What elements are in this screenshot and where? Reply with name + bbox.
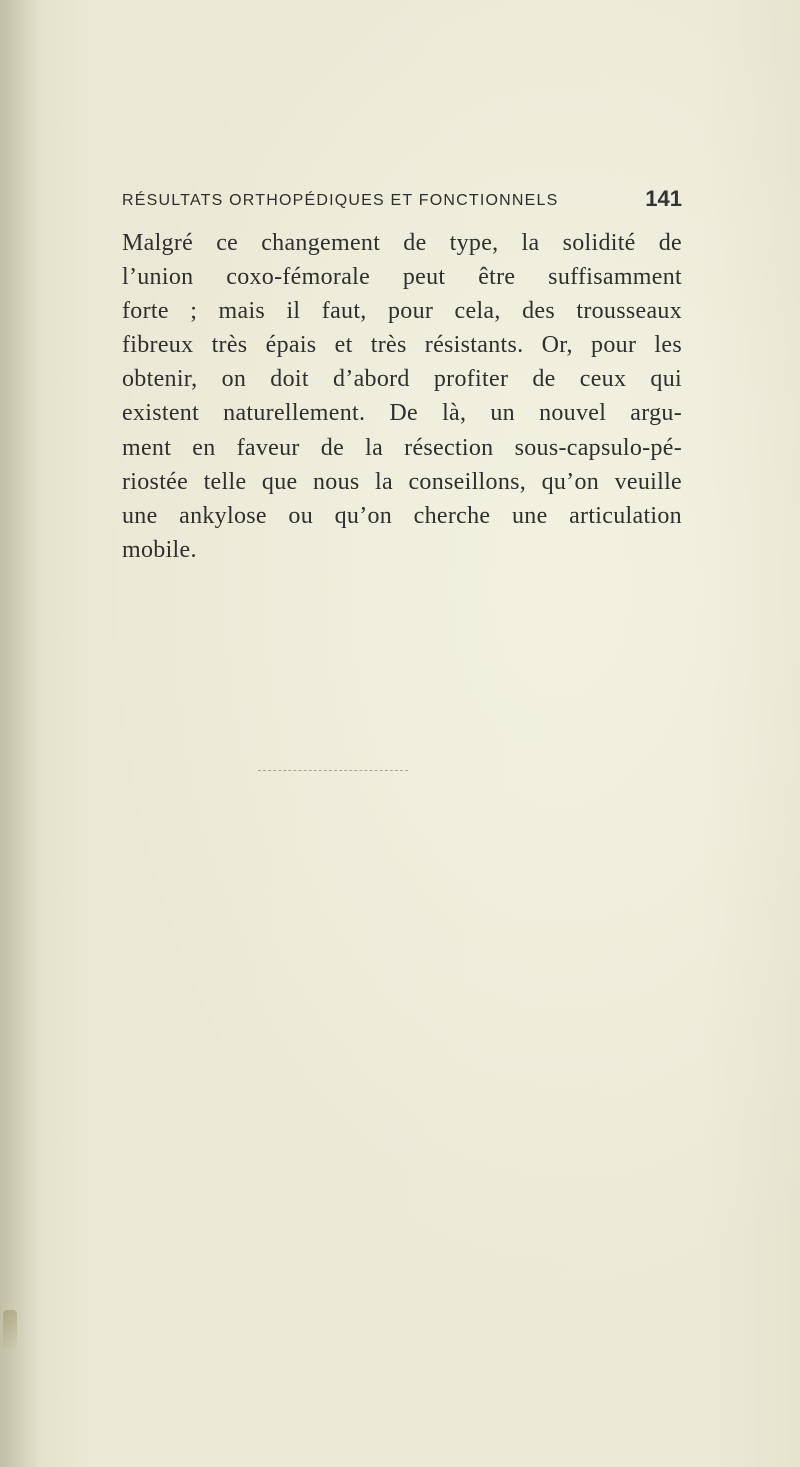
text-line: Malgré ce changement de type, la solidité de bbox=[122, 230, 682, 256]
text-line: fibreux très épais et très résistants. Or, pour les bbox=[122, 332, 682, 359]
paragraph bbox=[122, 226, 682, 567]
text-line: une ankylose ou qu’on cherche une articulation bbox=[122, 502, 682, 529]
text-line: ment en faveur de la résection sous-capsulo-pé- bbox=[122, 434, 682, 461]
text-line: mobile. bbox=[122, 536, 197, 563]
header-title: RÉSULTATS ORTHOPÉDIQUES ET FONCTIONNELS bbox=[122, 192, 559, 209]
paper-stain bbox=[3, 1310, 17, 1350]
running-header bbox=[122, 186, 682, 220]
show-through-mark bbox=[258, 770, 408, 772]
text-line: riostée telle que nous la conseillons, qu’on veuille bbox=[122, 468, 682, 495]
binding-shadow bbox=[0, 0, 40, 1467]
text-line: obtenir, on doit d’abord profiter de ceux qui bbox=[122, 366, 682, 393]
page-number: 141 bbox=[645, 186, 682, 211]
text-line: l’union coxo-fémorale peut être suffisamment bbox=[122, 264, 682, 291]
text-line: forte ; mais il faut, pour cela, des trousseaux bbox=[122, 298, 682, 325]
text-line: existent naturellement. De là, un nouvel argu- bbox=[122, 400, 682, 427]
